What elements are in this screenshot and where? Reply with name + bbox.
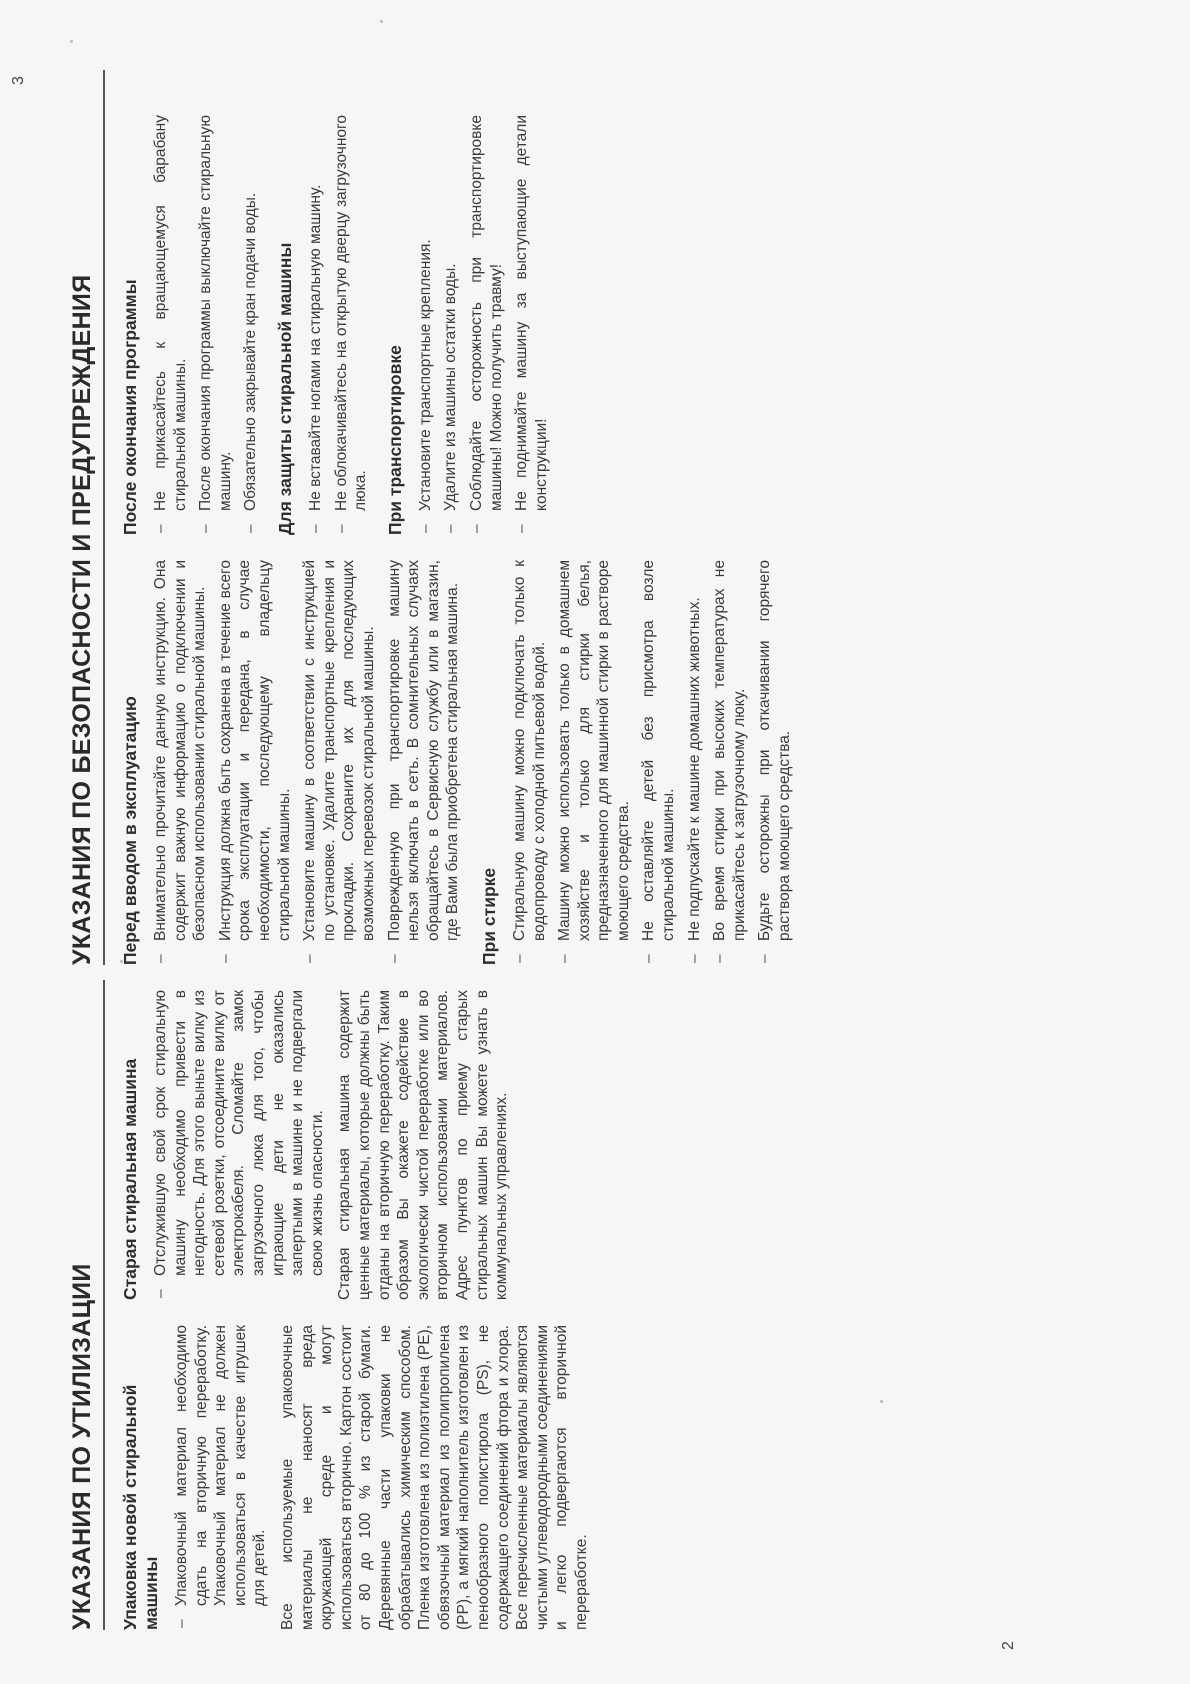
list-item: – Машину можно использовать только в домашнем хозяйстве и только для стирки белья, предназначенного для машинной стирки в растворе моющего средства. [555, 560, 633, 965]
list-after-program [151, 115, 261, 535]
list-washing [510, 560, 795, 965]
list-item: – Не прикасайтесь к вращающемуся барабану стиральной машины. [151, 115, 190, 535]
left-column-2 [120, 990, 520, 1300]
list-item: – Упаковочный материал необходимо сдать на вторичную переработку. Упаковочный материал не должен использоваться в качестве игрушек для детей. [172, 1325, 270, 1630]
list-item: – Удалите из машины остатки воды. [441, 115, 461, 535]
list-item: – Соблюдайте осторожность при транспортировке машины! Можно получить травму! [467, 115, 506, 535]
list-item: – Внимательно прочитайте данную инструкцию. Она содержит важную информацию о подключении и безопасном использовании стиральной машины. [151, 560, 210, 965]
list-item: – Не облокачивайтесь на открытую дверцу загрузочного люка. [332, 115, 371, 535]
heading-transport: При транспортировке [384, 345, 405, 535]
heading-washing: При стирке [478, 867, 499, 965]
list-item: – Инструкция должна быть сохранена в течение всего срока эксплуатации и передана, в случае необходимости, последующему владельцу стиральной машины. [216, 560, 294, 965]
right-page [10, 70, 1050, 965]
paragraph-old-machine-recycling: Старая стиральная машина содержит ценные материалы, которые должны быть отданы на вторичную переработку. Таким образом Вы окажете содействие в экологически чистой переработке или во вторичном использовании материалов. Адрес пунктов по приему старых стиральных машин Вы можете узнать в коммунальных управлениях. [336, 990, 511, 1300]
heading-old-machine: Старая стиральная машина [120, 1058, 140, 1300]
list-item: – После окончания программы выключайте стиральную машину. [196, 115, 235, 535]
page-number-left: 2 [1000, 1641, 1017, 1650]
list-old-machine [151, 990, 327, 1300]
list-machine-protection [306, 115, 371, 535]
left-page [50, 980, 1050, 1650]
list-transport [416, 115, 552, 535]
heading-machine-protection: Для защиты стиральной машины [274, 242, 295, 535]
left-column-1 [120, 1325, 599, 1630]
right-page-title: УКАЗАНИЯ ПО БЕЗОПАСНОСТИ И ПРЕДУПРЕЖДЕНИЯ [68, 70, 105, 965]
rotated-content [10, 70, 1050, 1650]
list-item: – Не оставляйте детей без присмотра возле стиральной машины. [639, 560, 678, 965]
right-column-1 [120, 560, 803, 965]
list-item: – Обязательно закрывайте кран подачи воды. [241, 115, 261, 535]
paragraph-packaging-materials: Все используемые упаковочные материалы не наносят вреда окружающей среде и могут использоваться вторично. Картон состоит от 80 до 100 % из старой бумаги. Деревянные части упаковки не обрабатывались химическим способом. Пленка изготовлена из полиэтилена (PE), обвязочный материал из полипропилена (PP), а мягкий наполнитель изготовлен из пенообразного полистирола (PS), не содержащего соединений фтора и хлора. Все перечисленные материалы являются чистыми углеводородными соединениями и легко подвергаются вторичной переработке. [278, 1325, 590, 1630]
list-before-use [151, 560, 463, 965]
heading-new-packaging: Упаковка новой стиральной машины [120, 1384, 161, 1630]
heading-before-use: Перед вводом в эксплуатацию [120, 696, 140, 965]
list-item: – Стиральную машину можно подключать только к водопроводу с холодной питьевой водой. [510, 560, 549, 965]
list-item: – Установите машину в соответствии с инструкцией по установке. Удалите транспортные крепления и прокладки. Сохраните их для последующих возможных перевозок стиральной машины. [300, 560, 378, 965]
heading-after-program: После окончания программы [120, 279, 140, 535]
list-new-packaging [172, 1325, 270, 1630]
page-number-right: 3 [10, 76, 27, 85]
list-item: – Отслужившую свой срок стиральную машину необходимо привести в негодность. Для этого выньте вилку из сетевой розетки, отсоедините вилку от электрокабеля. Сломайте замок загрузочного люка для того, чтобы играющие дети не оказались запертыми в машине и не подвергали свою жизнь опасности. [151, 990, 327, 1300]
list-item: – Поврежденную при транспортировке машину нельзя включать в сеть. В сомнительных случаях обращайтесь в Сервисную службу или в магазин, где Вами была приобретена стиральная машина. [385, 560, 463, 965]
list-item: – Не подпускайте к машине домашних животных. [685, 560, 705, 965]
list-item: – Установите транспортные крепления. [416, 115, 436, 535]
left-page-title: УКАЗАНИЯ ПО УТИЛИЗАЦИИ [68, 980, 105, 1630]
list-item: – Во время стирки при высоких температурах не прикасайтесь к загрузочному люку. [710, 560, 749, 965]
list-item: – Не поднимайте машину за выступающие детали конструкции! [512, 115, 551, 535]
right-column-2 [120, 115, 559, 535]
list-item: – Не вставайте ногами на стиральную машину. [306, 115, 326, 535]
list-item: – Будьте осторожны при откачивании горячего раствора моющего средства. [755, 560, 794, 965]
